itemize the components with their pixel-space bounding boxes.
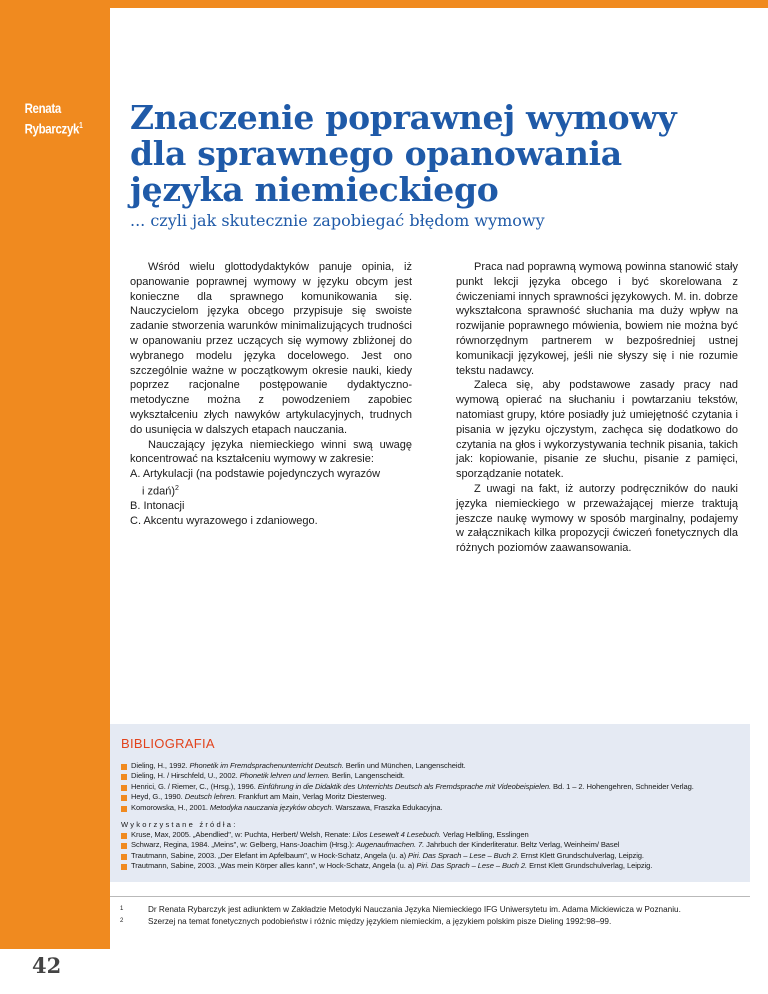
author-first-name: Renata [24,100,61,116]
footnote [120,916,750,928]
entry-text: Ernst Klett Grundschulverlag, Leipzig. [527,861,653,871]
paragraph: Zaleca się, aby podstawowe zasady pracy nad wymową opierać na słuchaniu i powtarzaniu tekstów, natomiast grupy, które posiadły już umiejętność czytania i pisania w języku ojczystym, zachęca się dodatkowo do czytania na głos i wykorzystywania technik pisania, takich jak: kopiowanie, pisanie ze słuchu, pisanie z pamięci, sporządzanie notatek. [456,379,738,481]
source-entry [121,851,736,861]
bibliography-list [121,761,736,813]
entry-text: Schwarz, Regina, 1984. „Meins", w: Gelberg, Hans-Joachim (Hrsg.): [131,840,356,850]
article-title [130,100,750,208]
source-entry [121,830,736,840]
entry-text: Dieling, H. / Hirschfeld, U., 2002. [131,771,240,781]
title-line-1: Znaczenie poprawnej wymowy [130,98,677,137]
author-last-name: Rybarczyk [24,120,80,137]
footnote-text: Dr Renata Rybarczyk jest adiunktem w Zakładzie Metodyki Nauczania Języka Niemieckiego IFG Uniwersytetu im. Adama Mickiewicza w Poznaniu. [148,905,681,914]
entry-text: Heyd, G., 1990. [131,792,185,802]
entry-text: Ernst Klett Grundschulverlag, Leipzig. [518,850,644,860]
bibliography-entry [121,792,736,802]
entry-title: Metodyka nauczania języków obcych. [209,802,334,812]
bibliography-entry [121,803,736,813]
entry-title: Phonetik lehren und lernen. [239,771,330,781]
paragraph: Praca nad poprawną wymową powinna stanowić stały punkt lekcji języka obcego i być skorelowana z ćwiczeniami innych sprawności językowych. M. in. dobrze wykształcona sprawność słuchania ma duży wpływ na rozwijanie poprawnego mówienia, bowiem nie można być równorzędnym partnerem w bezpośredniej ustnej komunikacji językowej, jeśli nie słyszy się i nie rozumie tekstu nadawcy. [456,261,738,377]
column-right [456,260,738,556]
list-item-c: C. Akcentu wyrazowego i zdaniowego. [130,515,318,528]
entry-title: Einführung in die Didaktik des Unterrichts Deutsch als Fremdsprache mit Videobeispielen. [257,781,551,791]
page-number: 42 [32,953,62,978]
entry-title: Piri. Das Sprach – Lese – Buch 2. [408,850,519,860]
entry-title: Lilos Lesewelt 4 Lesebuch. [352,830,441,840]
author-footnote-marker: 1 [79,121,83,130]
left-orange-strip [0,0,110,994]
title-line-3: języka niemieckiego [130,170,499,209]
title-line-2: dla sprawnego opanowania [130,134,622,173]
entry-text: Komorowska, H., 2001. [131,802,210,812]
entry-text: Jahrbuch der Kinderliteratur. Beltz Verlag, Weinheim/ Basel [424,840,620,850]
author-name [0,100,84,138]
paragraph: Z uwagi na fakt, iż autorzy podręczników do nauki języka niemieckiego w przeważającej mierze traktują jeszcze naukę wymowy w sposób marginalny, podajemy w załącznikach kilka propozycji ćwiczeń fonetycznych dla różnych poziomów zaawansowania. [456,482,738,555]
source-entry [121,861,736,871]
entry-text: Frankfurt am Main, Verlag Moritz Diesterweg. [236,792,387,802]
entry-text: Henrici, G. / Riemer, C., (Hrsg.), 1996. [131,781,258,791]
list-item-a-cont-text: i zdań) [142,485,176,498]
top-orange-bar [0,0,768,8]
entry-text: Berlin und München, Langenscheidt. [343,761,466,770]
entry-text: Warszawa, Fraszka Edukacyjna. [333,802,443,812]
body-columns [130,260,738,556]
paragraph: Nauczający języka niemieckiego winni swą uwagę koncentrować na kształceniu wymowy w zakresie: [130,438,412,466]
entry-text: Berlin, Langenscheidt. [329,771,405,781]
footnote-text: Szerzej na temat fonetycznych podobieństw i różnic między językiem niemieckim, a językiem polskim pisze Dieling 1992:98–99. [148,916,612,926]
bibliography-box [110,724,750,882]
bibliography-entry [121,761,736,771]
list-item-a-continuation [130,482,412,499]
entry-text: Dieling, H., 1992. [131,761,190,770]
list-item-a [130,467,412,482]
article-subtitle: ... czyli jak skutecznie zapobiegać błędom wymowy [130,211,545,230]
list-item-a-text: A. Artykulacji (na podstawie pojedynczych wyrazów [130,468,381,481]
bibliography-heading: BIBLIOGRAFIA [121,736,215,751]
sources-heading: Wykorzystane źródła: [121,820,238,830]
bibliography-entry [121,771,736,781]
entry-title: Augenaufmachen. 7. [355,840,425,850]
source-entry [121,840,736,850]
entry-text: Bd. 1 – 2. Hohengehren, Schneider Verlag. [551,781,694,791]
entry-title: Phonetik im Fremdsprachenunterricht Deutsch. [189,761,344,770]
entry-text: Trautmann, Sabine, 2003. „Der Elefant im Apfelbaum", w Hock-Schatz, Angela (u. a) [131,850,409,860]
footnote-number: 1 [120,906,124,912]
entry-text: Trautmann, Sabine, 2003. „Was mein Körper alles kann", w Hock-Schatz, Angela (u. a) [131,861,417,871]
bibliography-entry [121,782,736,792]
paragraph: Wśród wielu glottodydaktyków panuje opinia, iż opanowanie poprawnej wymowy w języku obcym jest konieczne dla sprawnego komunikowania się. Nauczycielom języka obcego przypisuje się swoiste zadanie stworzenia warunków minimalizujących trudności w opanowaniu przez uczących się wymowy zbliżonej do wybranego modelu języka docelowego. Jest ono szczególnie ważne w początkowym okresie nauki, kiedy poprzez racjonalne postępowanie dydaktyczno-metodyczne można z powodzeniem zapobiec wykształceniu złych nawyków artykulacyjnych, trudnych do usunięcia w dalszych etapach nauczania. [130,261,412,436]
entry-text: Kruse, Max, 2005. „Abendlied", w: Puchta, Herbert/ Welsh, Renate: [131,830,353,840]
author-last-name-line [24,117,83,138]
footnote-divider [110,896,750,897]
entry-title: Deutsch lehren. [184,792,237,802]
sources-list [121,830,736,872]
footnote-marker-2: 2 [175,484,179,492]
footnote [120,904,750,916]
column-left [130,260,412,556]
footnote-number: 2 [120,917,124,924]
footnotes [120,904,750,927]
list-item-b: B. Intonacji [130,500,185,513]
entry-text: Verlag Helbling, Esslingen [440,830,529,840]
entry-title: Piri. Das Sprach – Lese – Buch 2. [416,861,528,871]
